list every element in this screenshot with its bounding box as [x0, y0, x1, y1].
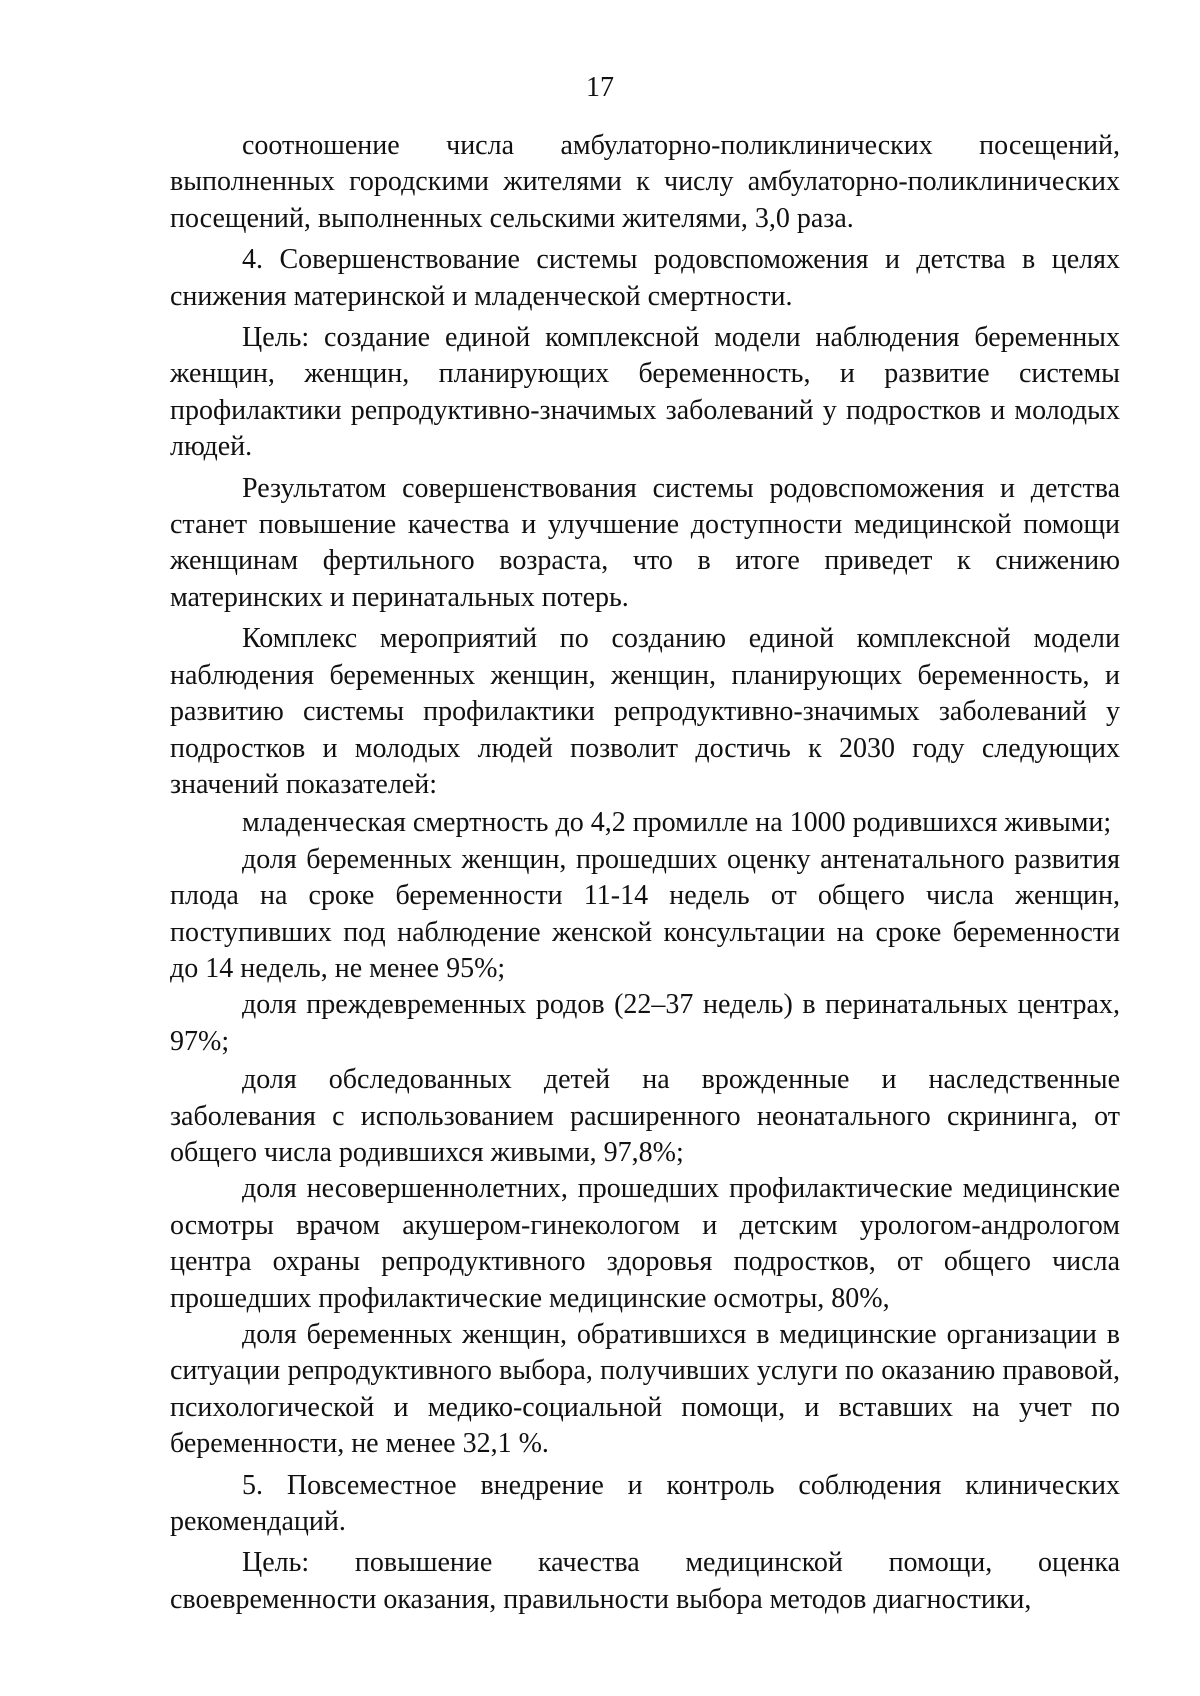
page-number: 17	[586, 72, 614, 103]
paragraph-section-5-heading: 5. Повсеместное внедрение и контроль соблюдения клинических рекомендаций.	[170, 1469, 1120, 1538]
indicator-reproductive-choice: доля беременных женщин, обратившихся в медицинские организации в ситуации репродуктивного выбора, получивших услуги по оказанию правовой, психологической и медико-социальной помощи, и вставших на учет по беременности, не менее 32,1 %.	[170, 1319, 1120, 1460]
paragraph-section-4-heading: 4. Совершенствование системы родовспоможения и детства в целях снижения материнской и младенческой смертности.	[170, 244, 1120, 312]
paragraph-ratio-continuation: соотношение числа амбулаторно-поликлинических посещений, выполненных городскими жителями к числу амбулаторно-поликлинических посещений, выполненных сельскими жителями, 3,0 раза.	[170, 130, 1120, 234]
paragraph-section-4-result: Результатом совершенствования системы родовспоможения и детства станет повышение качества и улучшение доступности медицинской помощи женщинам фертильного возраста, что в итоге приведет к снижению материнских и перинатальных потерь.	[170, 472, 1120, 613]
paragraph-section-5-goal: Цель: повышение качества медицинской помощи, оценка своевременности оказания, правильности выбора методов диагностики,	[170, 1547, 1120, 1615]
document-body	[170, 128, 1120, 1618]
indicator-infant-mortality: младенческая смертность до 4,2 промилле на 1000 родившихся живыми;	[242, 807, 1112, 839]
indicator-premature-births: доля преждевременных родов (22–37 недель) в перинатальных центрах, 97%;	[170, 989, 1120, 1057]
indicator-adolescent-examinations: доля несовершеннолетних, прошедших профилактические медицинские осмотры врачом акушером-гинекологом и детским урологом-андрологом центра охраны репродуктивного здоровья подростков, от общего числа прошедших профилактические медицинские осмотры, 80%,	[170, 1173, 1120, 1314]
paragraph-section-4-goal: Цель: создание единой комплексной модели наблюдения беременных женщин, женщин, планирующих беременность, и развитие системы профилактики репродуктивно-значимых заболеваний у подростков и молодых людей.	[170, 322, 1120, 463]
paragraph-section-4-measures: Комплекс мероприятий по созданию единой комплексной модели наблюдения беременных женщин, женщин, планирующих беременность, и развитию системы профилактики репродуктивно-значимых заболеваний у подростков и молодых людей позволит достичь к 2030 году следующих значений показателей:	[170, 623, 1120, 800]
indicator-antenatal-assessment: доля беременных женщин, прошедших оценку антенатального развития плода на сроке беременности 11-14 недель от общего числа женщин, поступивших под наблюдение женской консультации на сроке беременности до 14 недель, не менее 95%;	[170, 843, 1120, 984]
indicator-neonatal-screening: доля обследованных детей на врожденные и наследственные заболевания с использованием расширенного неонатального скрининга, от общего числа родившихся живыми, 97,8%;	[170, 1064, 1120, 1168]
